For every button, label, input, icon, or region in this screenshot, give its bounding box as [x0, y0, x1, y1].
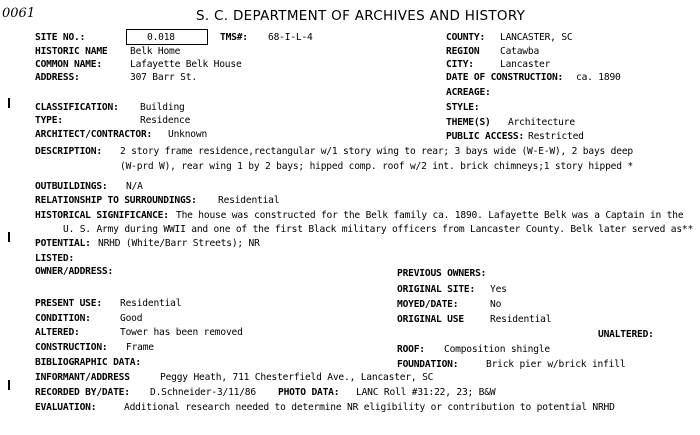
date-of-construction-value: ca. 1890	[576, 72, 621, 83]
tms-value: 68-I-L-4	[268, 32, 313, 43]
common-name-value: Lafayette Belk House	[130, 59, 242, 70]
public-access-value: Restricted	[528, 131, 584, 142]
style-label: STYLE:	[446, 102, 480, 113]
address-value: 307 Barr St.	[130, 72, 197, 83]
margin-mark	[8, 380, 10, 390]
original-site-label: ORIGINAL SITE:	[397, 284, 476, 295]
present-use-label: PRESENT USE:	[35, 298, 102, 309]
relationship-label: RELATIONSHIP TO SURROUNDINGS:	[35, 195, 197, 206]
outbuildings-label: OUTBUILDINGS:	[35, 181, 108, 192]
moved-date-label: MOYED/DATE:	[397, 299, 459, 310]
county-value: LANCASTER, SC	[500, 32, 573, 43]
moved-date-value: No	[490, 299, 502, 310]
owner-address-label: OWNER/ADDRESS:	[35, 266, 114, 277]
informant-value: Peggy Heath, 711 Chesterfield Ave., Lancaster, SC	[160, 372, 434, 383]
unaltered-label: UNALTERED:	[598, 329, 654, 340]
tms-label: TMS#:	[220, 32, 248, 43]
potential-value: NRHD (White/Barr Streets); NR	[98, 238, 260, 249]
description-line-1: 2 story frame residence,rectangular w/1 story wing to rear; 3 bays wide (W-E-W), 2 bays deep	[120, 146, 633, 157]
historical-significance-label: HISTORICAL SIGNIFICANCE:	[35, 210, 169, 221]
architect-value: Unknown	[168, 129, 208, 140]
region-label: REGION	[446, 46, 480, 57]
outbuildings-value: N/A	[126, 181, 143, 192]
themes-label: THEME(S)	[446, 117, 491, 128]
site-no-value: 0.018	[147, 32, 175, 43]
recorded-by-label: RECORDED BY/DATE:	[35, 387, 130, 398]
public-access-label: PUBLIC ACCESS:	[446, 131, 525, 142]
informant-label: INFORMANT/ADDRESS	[35, 372, 130, 383]
description-label: DESCRIPTION:	[35, 146, 102, 157]
historic-name-value: Belk Home	[130, 46, 181, 57]
architect-label: ARCHITECT/CONTRACTOR:	[35, 129, 153, 140]
evaluation-label: EVALUATION:	[35, 402, 97, 413]
original-site-value: Yes	[490, 284, 507, 295]
photo-data-value: LANC Roll #31:22, 23; B&W	[356, 387, 496, 398]
classification-label: CLASSIFICATION:	[35, 102, 119, 113]
margin-mark	[8, 98, 10, 108]
altered-label: ALTERED:	[35, 327, 80, 338]
form-header: S. C. DEPARTMENT OF ARCHIVES AND HISTORY	[196, 8, 526, 24]
recorded-by-value: D.Schneider-3/11/86	[150, 387, 256, 398]
original-use-value: Residential	[490, 314, 552, 325]
region-value: Catawba	[500, 46, 540, 57]
county-label: COUNTY:	[446, 32, 486, 43]
historic-name-label: HISTORIC NAME	[35, 46, 108, 57]
relationship-value: Residential	[218, 195, 280, 206]
date-of-construction-label: DATE OF CONSTRUCTION:	[446, 72, 564, 83]
foundation-label: FOUNDATION:	[397, 359, 459, 370]
address-label: ADDRESS:	[35, 72, 80, 83]
margin-mark	[8, 232, 10, 242]
classification-value: Building	[140, 102, 185, 113]
city-value: Lancaster	[500, 59, 551, 70]
condition-value: Good	[120, 313, 143, 324]
themes-value: Architecture	[508, 117, 575, 128]
type-label: TYPE:	[35, 115, 63, 126]
historical-significance-line-1: The house was constructed for the Belk family ca. 1890. Lafayette Belk was a Captain in the	[176, 210, 684, 221]
photo-data-label: PHOTO DATA:	[278, 387, 340, 398]
handwritten-file-number: 0061	[2, 6, 36, 21]
foundation-value: Brick pier w/brick infill	[486, 359, 626, 370]
evaluation-value: Additional research needed to determine NR eligibility or contribution to potential NRHD	[124, 402, 615, 413]
description-line-2: (W-prd W), rear wing 1 by 2 bays; hipped comp. roof w/2 int. brick chimneys;1 story hipped *	[120, 161, 633, 172]
construction-label: CONSTRUCTION:	[35, 342, 108, 353]
listed-label: LISTED:	[35, 253, 75, 264]
original-use-label: ORIGINAL USE	[397, 314, 464, 325]
bibliographic-data-label: BIBLIOGRAPHIC DATA:	[35, 357, 141, 368]
condition-label: CONDITION:	[35, 313, 91, 324]
previous-owners-label: PREVIOUS OWNERS:	[397, 268, 487, 279]
common-name-label: COMMON NAME:	[35, 59, 102, 70]
roof-label: ROOF:	[397, 344, 425, 355]
construction-value: Frame	[126, 342, 154, 353]
potential-label: POTENTIAL:	[35, 238, 91, 249]
acreage-label: ACREAGE:	[446, 87, 491, 98]
type-value: Residence	[140, 115, 191, 126]
roof-value: Composition shingle	[444, 344, 550, 355]
site-no-label: SITE NO.:	[35, 32, 86, 43]
altered-value: Tower has been removed	[120, 327, 243, 338]
city-label: CITY:	[446, 59, 474, 70]
historical-significance-line-2: U. S. Army during WWII and one of the first Black military officers from Lancaster County. Belk later served as**	[63, 224, 694, 235]
present-use-value: Residential	[120, 298, 182, 309]
